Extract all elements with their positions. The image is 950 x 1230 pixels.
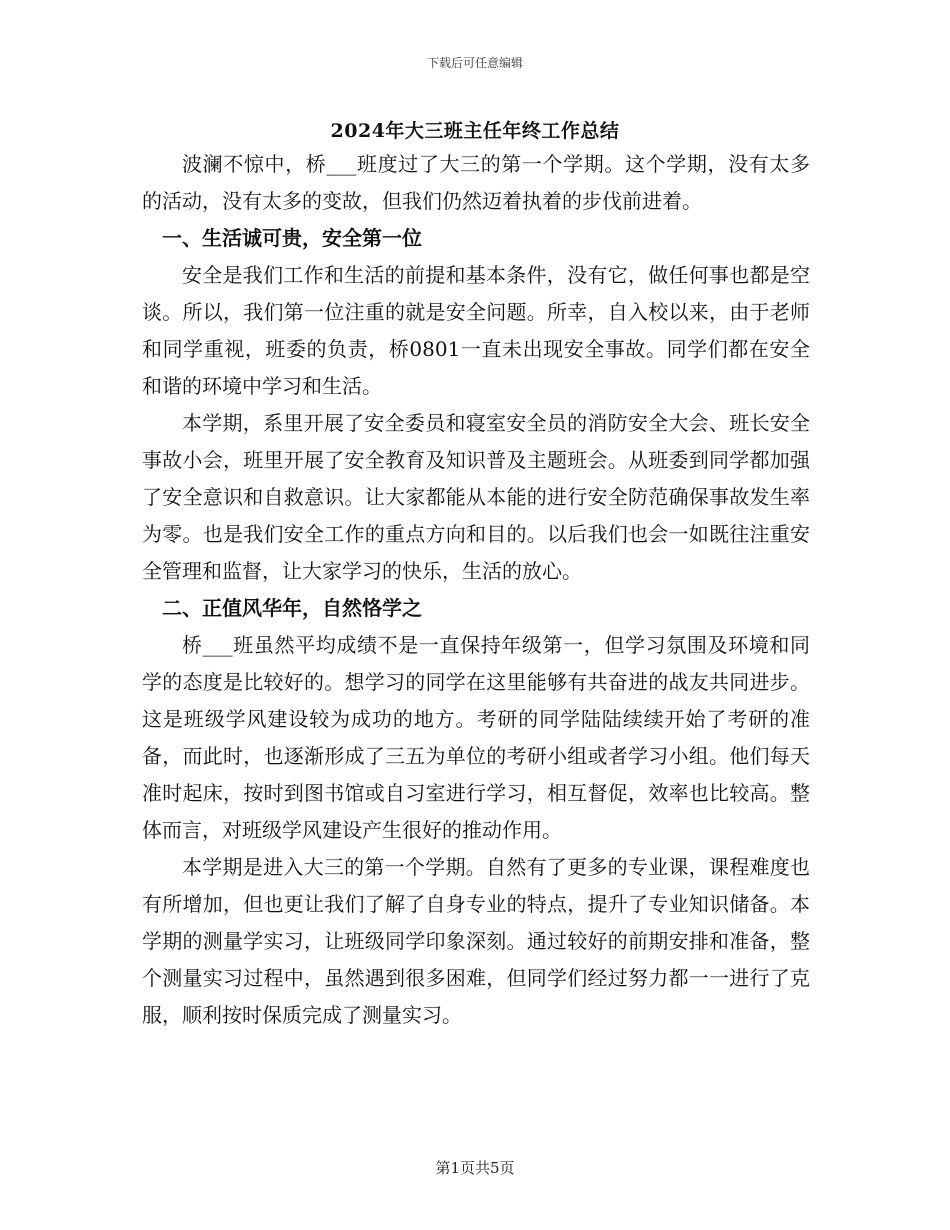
document-title: 2024年大三班主任年终工作总结	[330, 120, 620, 142]
header-note: 下载后可任意编辑	[426, 56, 523, 70]
document-body	[142, 146, 810, 1034]
paragraph-safety-1: 安全是我们工作和生活的前提和基本条件，没有它，做任何事也都是空谈。所以，我们第一位注重的就是安全问题。所幸，自入校以来，由于老师和同学重视，班委的负责，桥0801一直未出现安全事故。同学们都在安全和谐的环境中学习和生活。	[142, 263, 810, 398]
paragraph-study-1: 桥___班虽然平均成绩不是一直保持年级第一，但学习氛围及环境和同学的态度是比较好的。想学习的同学在这里能够有共奋进的战友共同进步。这是班级学风建设较为成功的地方。考研的同学陆陆续续开始了考研的准备，而此时，也逐渐形成了三五为单位的考研小组或者学习小组。他们每天准时起床，按时到图书馆或自习室进行学习，相互督促，效率也比较高。整体而言，对班级学风建设产生很好的推动作用。	[142, 633, 810, 842]
paragraph-intro: 波澜不惊中，桥___班度过了大三的第一个学期。这个学期，没有太多的活动，没有太多的变故，但我们仍然迈着执着的步伐前进着。	[142, 152, 810, 213]
page-footer: 第1页共5页	[435, 1159, 515, 1177]
section-heading-safety: 一、生活诚可贵，安全第一位	[162, 226, 422, 250]
section-heading-study: 二、正值风华年，自然恪学之	[162, 596, 422, 620]
paragraph-safety-2: 本学期，系里开展了安全委员和寝室安全员的消防安全大会、班长安全事故小会，班里开展了安全教育及知识普及主题班会。从班委到同学都加强了安全意识和自救意识。让大家都能从本能的进行安全防范确保事故发生率为零。也是我们安全工作的重点方向和目的。以后我们也会一如既往注重安全管理和监督，让大家学习的快乐，生活的放心。	[142, 411, 810, 583]
paragraph-study-2: 本学期是进入大三的第一个学期。自然有了更多的专业课，课程难度也有所增加，但也更让我们了解了自身专业的特点，提升了专业知识储备。本学期的测量学实习，让班级同学印象深刻。通过较好的前期安排和准备，整个测量实习过程中，虽然遇到很多困难，但同学们经过努力都一一进行了克服，顺利按时保质完成了测量实习。	[142, 855, 810, 1027]
